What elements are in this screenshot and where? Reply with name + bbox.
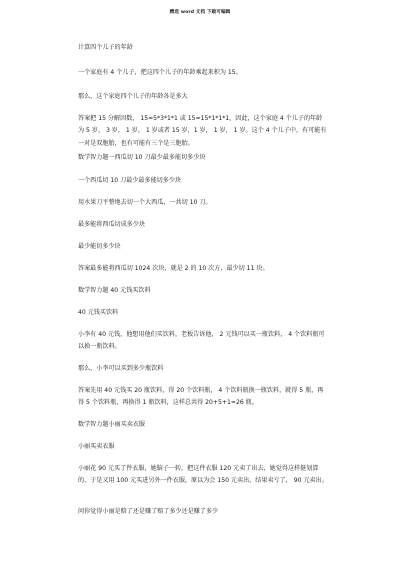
paragraph: 用水果刀平整地去切一个大西瓜，一共切 10 刀。: [78, 199, 212, 206]
paragraph: 数学智力题一西瓜切 10 刀最少最多能切多少块: [78, 154, 206, 161]
paragraph: 小丽买卖衣服: [78, 443, 115, 450]
paragraph: 最多能将西瓜切成多少块: [78, 221, 146, 228]
paragraph: 数学智力题小丽买卖衣服: [78, 421, 146, 428]
page-header: 精选 word 文档 下载可编辑: [169, 10, 231, 15]
paragraph: 问你觉得小丽是赔了还是赚了赔了多少还是赚了多少: [78, 508, 219, 515]
paragraph: 数学智力题 40 元钱买饮料: [78, 287, 151, 294]
paragraph: 小丽花 90 元买了件衣服，她脑子一转，把这件衣服 120 元卖了出去，她觉得这样挺划算的，于是又用 100 元买进另外一件衣服，原以为会 150 元卖出，结果卖亏了， 90 元卖出。: [78, 465, 328, 485]
paragraph: 小李有 40 元钱，他想用他们买饮料，老板告诉他， 2 元钱可以买一瓶饮料， 4 个饮料瓶可以换一瓶饮料。: [78, 331, 325, 351]
paragraph: 答案先用 40 元钱买 20 瓶饮料，得 20 个饮料瓶， 4 个饮料瓶换一瓶饮料，就得 5 瓶，再得 5 个饮料瓶，再换得 1 瓶饮料，这样总共得 20+5+1=26 瓶。: [78, 387, 324, 407]
paragraph: 40 元钱买饮料: [78, 309, 119, 316]
paragraph: 答案最多能将西瓜切 1024 次块，就是 2 的 10 次方，最少切 11 块。: [78, 265, 269, 272]
paragraph: 答案把 15 分解因数， 15=5*3*1*1 或 15=15*1*1*1，因此，这个家庭 4 个儿子的年龄为 5 岁， 3 岁， 1 岁， 1 岁或者 15 岁，1 岁， 1 岁， 1 岁。这个 4 个儿子中，有可能有一对是双胞胎，也有可能有三个是三胞胎。: [78, 115, 327, 147]
paragraph: 那么，这个家庭四个儿子的年龄各是多大: [78, 93, 188, 100]
paragraph: 一个西瓜切 10 刀最少最多能切多少块: [78, 177, 182, 184]
paragraph: 最少能切多少块: [78, 243, 121, 250]
paragraph: 那么，小李可以买到多少瓶饮料: [78, 365, 164, 372]
paragraph: 一个家庭有 4 个儿子，把这四个儿子的年龄乘起来积为 15。: [78, 69, 242, 76]
paragraph: 计算四个儿子的年龄: [78, 44, 133, 51]
